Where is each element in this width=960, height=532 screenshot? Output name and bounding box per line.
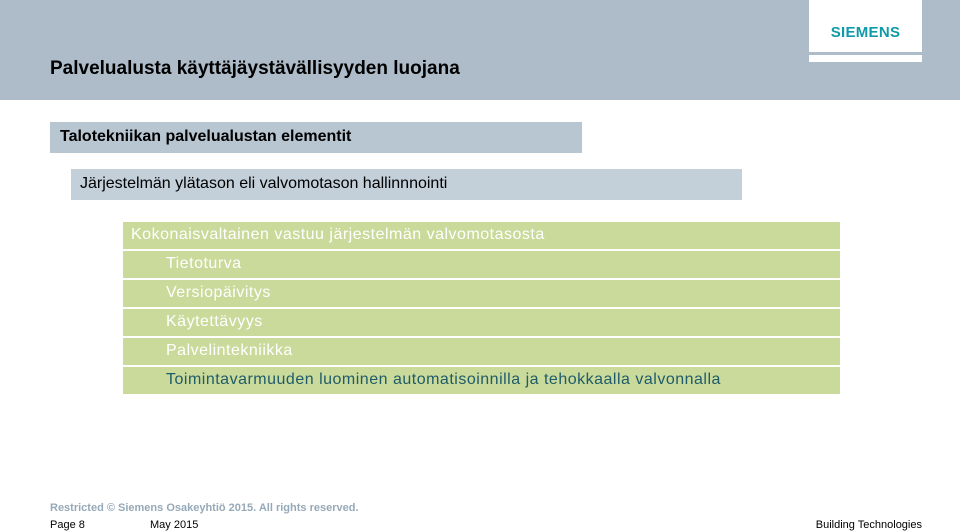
siemens-logo xyxy=(809,0,922,52)
level1-label: Talotekniikan palvelualustan elementit xyxy=(60,128,352,145)
list-item xyxy=(123,309,840,336)
level2-box xyxy=(71,169,742,200)
list-heading-row xyxy=(123,222,840,249)
green-list xyxy=(123,222,840,396)
restricted-notice: Restricted © Siemens Osakeyhtiö 2015. All rights reserved. xyxy=(50,502,359,514)
level2-label: Järjestelmän ylätason eli valvomotason hallinnnointi xyxy=(80,175,448,192)
list-item-label: Käytettävyys xyxy=(166,313,263,330)
list-item xyxy=(123,280,840,307)
list-item-label: Versiopäivitys xyxy=(166,284,271,301)
list-item-label: Tietoturva xyxy=(166,255,242,272)
list-item xyxy=(123,338,840,365)
page-number: Page 8 xyxy=(50,519,85,531)
list-item-label: Palvelintekniikka xyxy=(166,342,293,359)
footer-date: May 2015 xyxy=(150,519,199,531)
footer-division: Building Technologies xyxy=(815,519,922,531)
level1-box xyxy=(50,122,582,153)
list-item xyxy=(123,251,840,278)
page-title: Palvelualusta käyttäjäystävällisyyden luojana xyxy=(50,58,460,79)
logo-underline xyxy=(809,55,922,62)
list-item xyxy=(123,367,840,394)
list-item-label: Toimintavarmuuden luominen automatisoinnilla ja tehokkaalla valvonnalla xyxy=(166,371,721,388)
logo-text: SIEMENS xyxy=(830,24,901,41)
list-heading: Kokonaisvaltainen vastuu järjestelmän valvomotasosta xyxy=(131,226,545,243)
